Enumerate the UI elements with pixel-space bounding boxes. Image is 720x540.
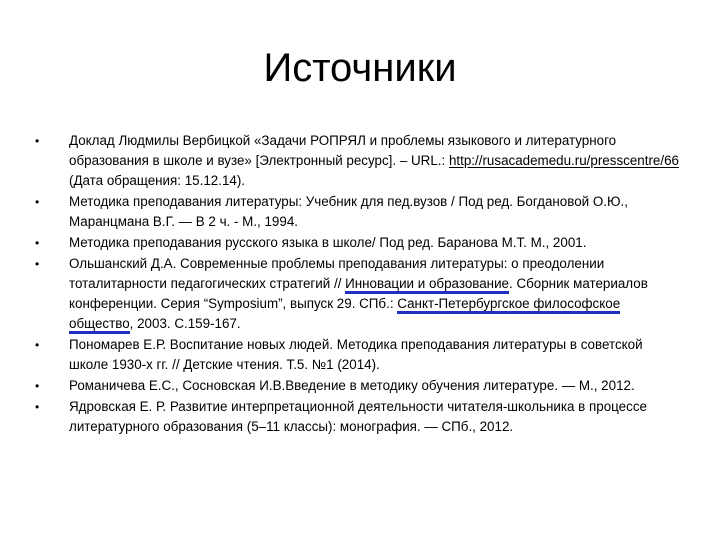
- item-text: Методика преподавания русского языка в школе/ Под ред. Баранова М.Т. М., 2001.: [69, 235, 587, 250]
- highlighted-text: Санкт-Петербургское философское общество: [69, 296, 620, 334]
- sources-list: [0, 131, 720, 438]
- list-item: [0, 131, 681, 191]
- item-text: Романичева Е.С., Сосновская И.В.Введение в методику обучения литературе. — М., 2012.: [69, 378, 635, 393]
- item-text: Методика преподавания литературы: Учебник для пед.вузов / Под ред. Богдановой О.Ю., Маранцмана В.Г. — В 2 ч. - М., 1994.: [69, 194, 628, 229]
- item-text: Пономарев Е.Р. Воспитание новых людей. Методика преподавания литературы в советской школе 1930-х гг. // Детские чтения. Т.5. №1 (2014).: [69, 337, 643, 372]
- item-text: Ольшанский Д.А. Современные проблемы преподавания литературы: о преодолении тоталитарности педагогических стратегий //: [69, 256, 605, 291]
- list-item: [0, 376, 681, 396]
- bullet-icon: •: [35, 379, 40, 393]
- bullet-icon: •: [35, 134, 40, 148]
- list-item: [0, 254, 681, 334]
- bullet-icon: •: [35, 195, 40, 209]
- item-text: Доклад Людмилы Вербицкой «Задачи РОПРЯЛ и проблемы языкового и литературного образования в школе и вузе» [Электронный ресурс]. – URL.:: [69, 133, 617, 168]
- list-item: [0, 192, 681, 232]
- bullet-icon: •: [35, 338, 40, 352]
- item-text: (Дата обращения: 15.12.14).: [69, 173, 246, 188]
- list-item: [0, 233, 681, 253]
- bullet-icon: •: [35, 236, 40, 250]
- bullet-icon: •: [35, 257, 40, 271]
- list-item: [0, 397, 681, 437]
- list-item: [0, 335, 681, 375]
- slide-title: Источники: [263, 46, 457, 90]
- item-text: . Сборник материалов конференции. Серия “Symposium”, выпуск 29. СПб.:: [69, 276, 648, 311]
- item-text: Ядровская Е. Р. Развитие интерпретационной деятельности читателя-школьника в процессе литературного образования (5–11 классы): монография. — СПб., 2012.: [69, 399, 647, 434]
- bullet-icon: •: [35, 400, 40, 414]
- item-text: , 2003. С.159-167.: [129, 316, 241, 331]
- source-link[interactable]: http://rusacademedu.ru/presscentre/66: [448, 153, 679, 168]
- highlighted-text: Инновации и образование: [345, 276, 509, 294]
